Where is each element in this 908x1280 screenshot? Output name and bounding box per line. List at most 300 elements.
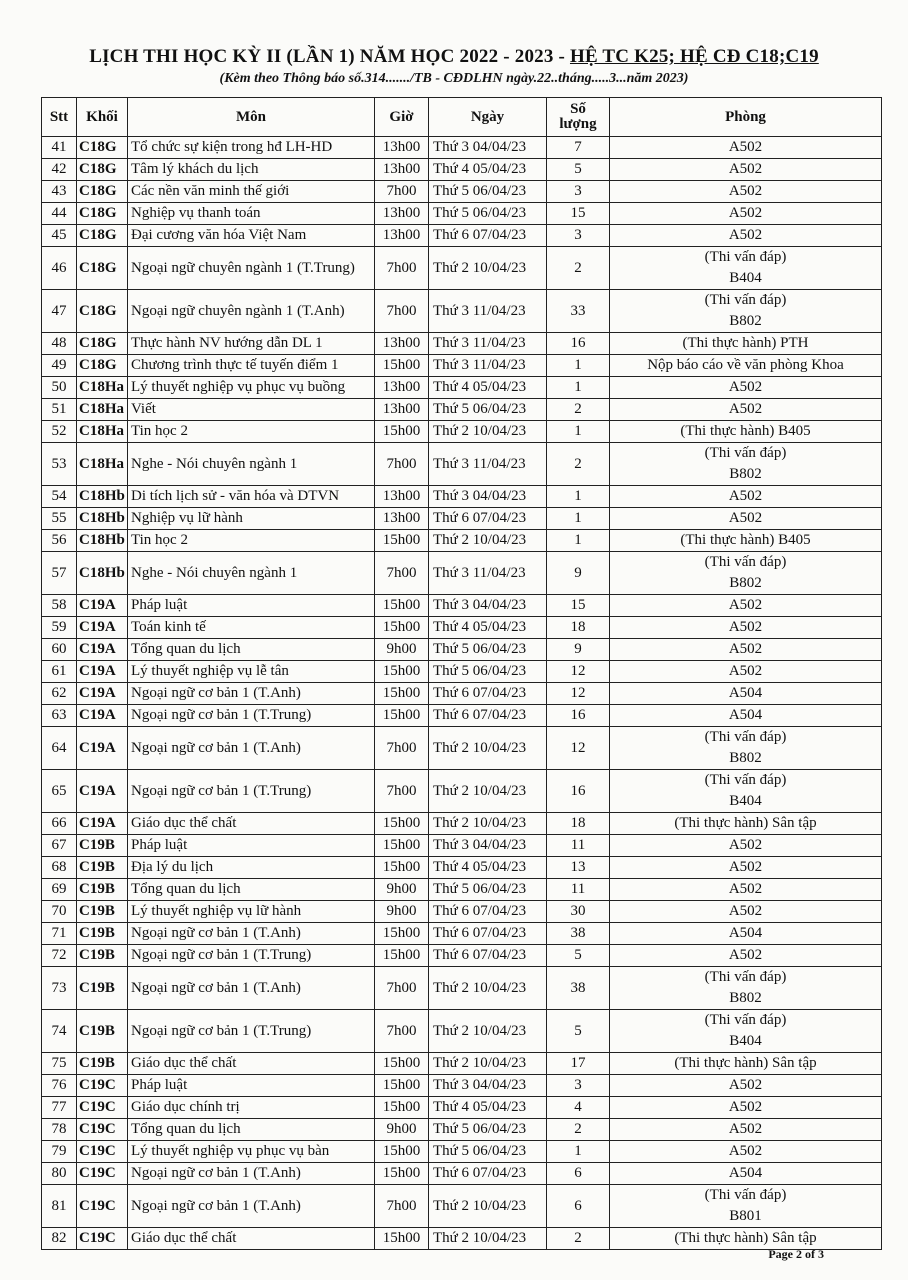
cell-so-luong: 3 [547,1075,610,1097]
cell-mon: Nghiệp vụ thanh toán [128,203,375,225]
cell-stt: 71 [42,923,77,945]
table-row [42,923,882,945]
cell-mon: Pháp luật [128,1075,375,1097]
cell-khoi: C19A [77,727,128,770]
cell-phong [610,377,882,399]
cell-gio: 7h00 [375,552,429,595]
cell-so-luong: 1 [547,421,610,443]
table-row [42,967,882,1010]
cell-khoi: C19B [77,835,128,857]
cell-ngay: Thứ 3 11/04/23 [429,355,547,377]
cell-khoi: C19A [77,617,128,639]
cell-stt: 65 [42,770,77,813]
cell-gio: 7h00 [375,967,429,1010]
cell-phong [610,967,882,1010]
cell-stt: 58 [42,595,77,617]
cell-khoi: C18Hb [77,486,128,508]
cell-mon: Tổng quan du lịch [128,879,375,901]
cell-phong [610,508,882,530]
table-row [42,835,882,857]
phong-line-1: A502 [728,510,763,526]
phong-line-1: A502 [728,205,763,221]
phong-line-1: A502 [728,401,763,417]
cell-so-luong: 17 [547,1053,610,1075]
cell-ngay: Thứ 6 07/04/23 [429,901,547,923]
cell-khoi: C18Ha [77,399,128,421]
cell-mon: Pháp luật [128,835,375,857]
cell-phong [610,901,882,923]
cell-ngay: Thứ 6 07/04/23 [429,225,547,247]
cell-khoi: C19C [77,1141,128,1163]
cell-stt: 67 [42,835,77,857]
cell-ngay: Thứ 3 04/04/23 [429,595,547,617]
table-row [42,879,882,901]
cell-stt: 79 [42,1141,77,1163]
table-row [42,486,882,508]
cell-phong [610,421,882,443]
cell-gio: 7h00 [375,290,429,333]
cell-mon: Lý thuyết nghiệp vụ lễ tân [128,661,375,683]
cell-mon: Ngoại ngữ cơ bản 1 (T.Anh) [128,923,375,945]
cell-gio: 13h00 [375,486,429,508]
cell-khoi: C18G [77,137,128,159]
cell-phong [610,639,882,661]
cell-stt: 57 [42,552,77,595]
phong-line-1: (Thi vấn đáp) [704,1012,787,1028]
cell-phong [610,595,882,617]
cell-mon: Lý thuyết nghiệp vụ lữ hành [128,901,375,923]
cell-so-luong: 15 [547,203,610,225]
phong-line-2: B802 [729,750,762,766]
table-row [42,617,882,639]
cell-ngay: Thứ 2 10/04/23 [429,770,547,813]
cell-gio: 15h00 [375,1228,429,1250]
cell-stt: 56 [42,530,77,552]
cell-stt: 76 [42,1075,77,1097]
cell-phong [610,443,882,486]
cell-gio: 15h00 [375,1141,429,1163]
cell-stt: 74 [42,1010,77,1053]
cell-stt: 44 [42,203,77,225]
cell-mon: Pháp luật [128,595,375,617]
phong-line-1: (Thi vấn đáp) [704,445,787,461]
cell-mon: Tin học 2 [128,421,375,443]
cell-stt: 70 [42,901,77,923]
cell-mon: Di tích lịch sử - văn hóa và DTVN [128,486,375,508]
cell-ngay: Thứ 4 05/04/23 [429,617,547,639]
exam-schedule-table [41,97,882,1250]
phong-line-2: B404 [729,270,762,286]
cell-so-luong: 1 [547,377,610,399]
table-row [42,770,882,813]
cell-khoi: C19B [77,923,128,945]
phong-line-2: B404 [729,1033,762,1049]
cell-so-luong: 4 [547,1097,610,1119]
cell-gio: 13h00 [375,225,429,247]
cell-phong [610,1053,882,1075]
cell-phong [610,552,882,595]
cell-khoi: C18G [77,290,128,333]
cell-ngay: Thứ 2 10/04/23 [429,1228,547,1250]
phong-line-1: (Thi thực hành) PTH [682,335,809,351]
phong-line-1: A504 [728,1165,763,1181]
cell-stt: 46 [42,247,77,290]
cell-phong [610,181,882,203]
cell-phong [610,727,882,770]
cell-stt: 68 [42,857,77,879]
cell-mon: Ngoại ngữ cơ bản 1 (T.Anh) [128,683,375,705]
cell-phong [610,137,882,159]
table-row [42,683,882,705]
cell-ngay: Thứ 3 04/04/23 [429,1075,547,1097]
phong-line-1: A502 [728,641,763,657]
table-row [42,813,882,835]
phong-line-1: (Thi thực hành) Sân tập [674,1055,817,1071]
cell-gio: 15h00 [375,705,429,727]
col-header-stt: Stt [42,98,77,137]
cell-mon: Tổ chức sự kiện trong hđ LH-HD [128,137,375,159]
cell-gio: 15h00 [375,945,429,967]
cell-ngay: Thứ 2 10/04/23 [429,247,547,290]
cell-so-luong: 1 [547,486,610,508]
phong-line-1: (Thi vấn đáp) [704,554,787,570]
table-row [42,377,882,399]
cell-so-luong: 3 [547,181,610,203]
cell-stt: 42 [42,159,77,181]
cell-phong [610,1185,882,1228]
cell-khoi: C18G [77,159,128,181]
cell-gio: 15h00 [375,1163,429,1185]
table-row [42,552,882,595]
cell-phong [610,683,882,705]
table-row [42,1075,882,1097]
cell-ngay: Thứ 5 06/04/23 [429,639,547,661]
cell-khoi: C19A [77,683,128,705]
phong-line-1: Nộp báo cáo về văn phòng Khoa [647,357,844,373]
cell-stt: 82 [42,1228,77,1250]
cell-khoi: C18G [77,333,128,355]
cell-stt: 60 [42,639,77,661]
cell-mon: Tổng quan du lịch [128,639,375,661]
table-row [42,901,882,923]
cell-so-luong: 11 [547,879,610,901]
phong-line-1: (Thi vấn đáp) [704,292,787,308]
cell-ngay: Thứ 6 07/04/23 [429,683,547,705]
cell-ngay: Thứ 3 11/04/23 [429,443,547,486]
cell-gio: 7h00 [375,181,429,203]
cell-stt: 54 [42,486,77,508]
cell-stt: 52 [42,421,77,443]
cell-khoi: C18G [77,247,128,290]
phong-line-1: A502 [728,1143,763,1159]
cell-khoi: C18Ha [77,421,128,443]
phong-line-1: A504 [728,707,763,723]
cell-phong [610,225,882,247]
cell-ngay: Thứ 5 06/04/23 [429,1119,547,1141]
cell-stt: 41 [42,137,77,159]
document-subtitle: (Kèm theo Thông báo số.314......./TB - CĐDLHN ngày.22..tháng.....3...năm 2023) [219,71,689,86]
cell-phong [610,1097,882,1119]
phong-line-1: A502 [728,488,763,504]
cell-khoi: C18Ha [77,443,128,486]
cell-phong [610,617,882,639]
cell-stt: 66 [42,813,77,835]
cell-so-luong: 2 [547,247,610,290]
cell-phong [610,486,882,508]
cell-mon: Ngoại ngữ cơ bản 1 (T.Anh) [128,967,375,1010]
phong-line-1: A502 [728,597,763,613]
phong-line-1: A504 [728,685,763,701]
table-row [42,1097,882,1119]
phong-line-1: (Thi vấn đáp) [704,729,787,745]
cell-stt: 77 [42,1097,77,1119]
cell-ngay: Thứ 2 10/04/23 [429,1010,547,1053]
table-row [42,159,882,181]
table-row [42,945,882,967]
cell-phong [610,705,882,727]
cell-phong [610,1010,882,1053]
col-header-ngay: Ngày [429,98,547,137]
cell-phong [610,203,882,225]
cell-ngay: Thứ 6 07/04/23 [429,1163,547,1185]
cell-khoi: C19C [77,1119,128,1141]
cell-mon: Lý thuyết nghiệp vụ phục vụ buồng [128,377,375,399]
cell-mon: Ngoại ngữ chuyên ngành 1 (T.Trung) [128,247,375,290]
cell-so-luong: 12 [547,661,610,683]
cell-stt: 53 [42,443,77,486]
col-header-so-luong: Số lượng [547,98,610,137]
cell-mon: Ngoại ngữ cơ bản 1 (T.Anh) [128,1163,375,1185]
cell-phong [610,661,882,683]
cell-khoi: C19A [77,639,128,661]
cell-stt: 72 [42,945,77,967]
phong-line-2: B404 [729,793,762,809]
cell-so-luong: 2 [547,399,610,421]
table-row [42,399,882,421]
phong-line-2: B802 [729,990,762,1006]
cell-mon: Giáo dục thể chất [128,813,375,835]
cell-stt: 55 [42,508,77,530]
cell-so-luong: 18 [547,813,610,835]
cell-gio: 15h00 [375,1097,429,1119]
phong-line-1: (Thi thực hành) Sân tập [674,1230,817,1246]
table-row [42,421,882,443]
cell-stt: 69 [42,879,77,901]
cell-khoi: C19A [77,595,128,617]
table-row [42,247,882,290]
cell-phong [610,1075,882,1097]
table-row [42,595,882,617]
cell-khoi: C19A [77,661,128,683]
table-row [42,1053,882,1075]
title-main: LỊCH THI HỌC KỲ II (LẦN 1) NĂM HỌC 2022 - 2023 - [89,46,570,67]
cell-gio: 13h00 [375,508,429,530]
cell-mon: Tổng quan du lịch [128,1119,375,1141]
phong-line-2: B802 [729,313,762,329]
cell-phong [610,333,882,355]
cell-so-luong: 2 [547,1228,610,1250]
table-row [42,530,882,552]
cell-so-luong: 16 [547,770,610,813]
cell-mon: Giáo dục thể chất [128,1053,375,1075]
phong-line-1: A502 [728,837,763,853]
phong-line-1: A502 [728,1121,763,1137]
cell-ngay: Thứ 2 10/04/23 [429,727,547,770]
cell-khoi: C18G [77,203,128,225]
cell-phong [610,835,882,857]
cell-gio: 7h00 [375,443,429,486]
cell-gio: 13h00 [375,137,429,159]
cell-khoi: C19B [77,945,128,967]
table-row [42,705,882,727]
cell-khoi: C18Ha [77,377,128,399]
cell-so-luong: 11 [547,835,610,857]
cell-khoi: C19A [77,705,128,727]
cell-mon: Giáo dục chính trị [128,1097,375,1119]
cell-gio: 9h00 [375,1119,429,1141]
table-row [42,137,882,159]
phong-line-1: (Thi vấn đáp) [704,969,787,985]
col-header-khoi: Khối [77,98,128,137]
phong-line-1: A502 [728,1099,763,1115]
cell-phong [610,355,882,377]
cell-phong [610,399,882,421]
cell-so-luong: 7 [547,137,610,159]
phong-line-1: A502 [728,881,763,897]
cell-mon: Lý thuyết nghiệp vụ phục vụ bàn [128,1141,375,1163]
cell-gio: 15h00 [375,661,429,683]
cell-so-luong: 3 [547,225,610,247]
cell-so-luong: 33 [547,290,610,333]
phong-line-1: (Thi vấn đáp) [704,1187,787,1203]
cell-mon: Chương trình thực tế tuyến điểm 1 [128,355,375,377]
cell-ngay: Thứ 3 04/04/23 [429,137,547,159]
phong-line-1: A502 [728,619,763,635]
cell-ngay: Thứ 2 10/04/23 [429,1053,547,1075]
cell-stt: 75 [42,1053,77,1075]
cell-stt: 59 [42,617,77,639]
cell-stt: 61 [42,661,77,683]
cell-gio: 7h00 [375,770,429,813]
phong-line-2: B802 [729,575,762,591]
phong-line-1: (Thi thực hành) B405 [680,423,811,439]
cell-stt: 45 [42,225,77,247]
cell-stt: 73 [42,967,77,1010]
cell-khoi: C19C [77,1185,128,1228]
cell-stt: 49 [42,355,77,377]
cell-ngay: Thứ 6 07/04/23 [429,945,547,967]
cell-ngay: Thứ 5 06/04/23 [429,661,547,683]
phong-line-1: A502 [728,859,763,875]
phong-line-1: A502 [728,379,763,395]
cell-gio: 13h00 [375,159,429,181]
phong-line-1: (Thi vấn đáp) [704,249,787,265]
table-row [42,1185,882,1228]
cell-gio: 7h00 [375,247,429,290]
cell-ngay: Thứ 4 05/04/23 [429,1097,547,1119]
cell-stt: 62 [42,683,77,705]
page-number: Page 2 of 3 [768,1247,824,1261]
cell-gio: 15h00 [375,595,429,617]
cell-so-luong: 38 [547,923,610,945]
cell-gio: 15h00 [375,1075,429,1097]
table-row [42,1141,882,1163]
cell-stt: 43 [42,181,77,203]
cell-mon: Thực hành NV hướng dẫn DL 1 [128,333,375,355]
cell-mon: Nghiệp vụ lữ hành [128,508,375,530]
cell-ngay: Thứ 6 07/04/23 [429,508,547,530]
cell-ngay: Thứ 5 06/04/23 [429,181,547,203]
cell-khoi: C19C [77,1163,128,1185]
cell-khoi: C19B [77,857,128,879]
cell-so-luong: 1 [547,530,610,552]
cell-so-luong: 15 [547,595,610,617]
phong-line-1: (Thi thực hành) B405 [680,532,811,548]
table-row [42,203,882,225]
cell-khoi: C19B [77,1010,128,1053]
cell-so-luong: 30 [547,901,610,923]
cell-so-luong: 12 [547,683,610,705]
cell-mon: Tin học 2 [128,530,375,552]
cell-mon: Ngoại ngữ cơ bản 1 (T.Anh) [128,1185,375,1228]
cell-mon: Giáo dục thể chất [128,1228,375,1250]
table-row [42,1119,882,1141]
phong-line-1: A502 [728,947,763,963]
cell-mon: Tâm lý khách du lịch [128,159,375,181]
table-row [42,508,882,530]
table-row [42,727,882,770]
table-row [42,225,882,247]
cell-gio: 15h00 [375,421,429,443]
cell-so-luong: 1 [547,1141,610,1163]
cell-gio: 15h00 [375,923,429,945]
cell-ngay: Thứ 3 11/04/23 [429,552,547,595]
cell-khoi: C18G [77,355,128,377]
cell-ngay: Thứ 2 10/04/23 [429,967,547,1010]
cell-so-luong: 1 [547,508,610,530]
cell-stt: 50 [42,377,77,399]
cell-mon: Nghe - Nói chuyên ngành 1 [128,552,375,595]
cell-khoi: C19A [77,770,128,813]
cell-so-luong: 9 [547,639,610,661]
cell-so-luong: 38 [547,967,610,1010]
cell-gio: 9h00 [375,639,429,661]
table-row [42,333,882,355]
phong-line-1: (Thi vấn đáp) [704,772,787,788]
cell-khoi: C19B [77,967,128,1010]
cell-so-luong: 16 [547,705,610,727]
cell-ngay: Thứ 2 10/04/23 [429,530,547,552]
cell-khoi: C19A [77,813,128,835]
cell-gio: 7h00 [375,1010,429,1053]
cell-khoi: C19C [77,1075,128,1097]
table-row [42,857,882,879]
cell-phong [610,1141,882,1163]
cell-stt: 63 [42,705,77,727]
cell-phong [610,1228,882,1250]
cell-so-luong: 5 [547,159,610,181]
table-row [42,290,882,333]
cell-so-luong: 5 [547,1010,610,1053]
cell-mon: Nghe - Nói chuyên ngành 1 [128,443,375,486]
cell-ngay: Thứ 5 06/04/23 [429,879,547,901]
cell-so-luong: 1 [547,355,610,377]
cell-ngay: Thứ 2 10/04/23 [429,421,547,443]
table-row [42,443,882,486]
cell-gio: 15h00 [375,683,429,705]
cell-ngay: Thứ 2 10/04/23 [429,1185,547,1228]
cell-mon: Viết [128,399,375,421]
